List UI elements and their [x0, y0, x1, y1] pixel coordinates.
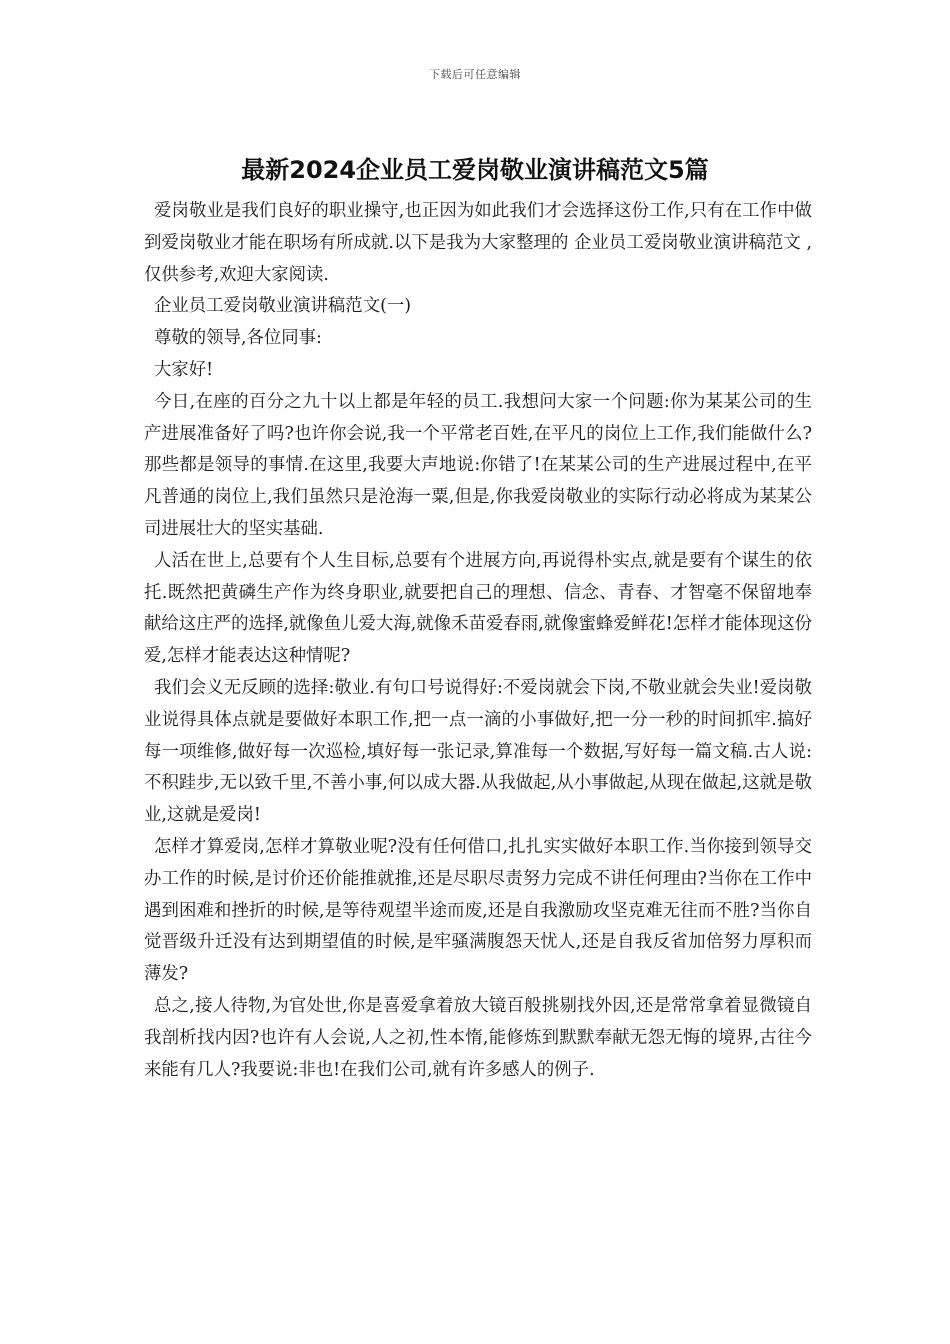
paragraph-body: 我们会义无反顾的选择:敬业.有句口号说得好:不爱岗就会下岗,不敬业就会失业!爱岗敬业说得具体点就是要做好本职工作,把一点一滴的小事做好,把一分一秒的时间抓牢.搞好每一项维修,做好每一次巡检,填好每一张记录,算准每一个数据,写好每一篇文稿.古人说:不积跬步,无以致千里,不善小事,何以成大器.从我做起,从小事做起,从现在做起,这就是敬业,这就是爱岗! — [144, 677, 812, 826]
paragraph-greeting: 大家好! — [154, 359, 214, 380]
page-header-note: 下载后可任意编辑 — [429, 68, 521, 81]
paragraph-section-heading: 企业员工爱岗敬业演讲稿范文(一) — [154, 296, 412, 317]
document-body — [144, 196, 812, 1086]
paragraph-intro: 爱岗敬业是我们良好的职业操守,也正因为如此我们才会选择这份工作,只有在工作中做到爱岗敬业才能在职场有所成就.以下是我为大家整理的 企业员工爱岗敬业演讲稿范文 ,仅供参考,欢迎大家阅读. — [144, 201, 812, 285]
paragraph-body: 总之,接人待物,为官处世,你是喜爱拿着放大镜百般挑剔找外因,还是常常拿着显微镜自我剖析找内因?也许有人会说,人之初,性本惰,能修炼到默默奉献无怨无悔的境界,古往今来能有几人?我要说:非也!在我们公司,就有许多感人的例子. — [144, 995, 812, 1080]
paragraph-salutation: 尊敬的领导,各位同事: — [154, 328, 322, 349]
document-title: 最新2024企业员工爱岗敬业演讲稿范文5篇 — [241, 156, 709, 184]
paragraph-body: 今日,在座的百分之九十以上都是年轻的员工.我想问大家一个问题:你为某某公司的生产进展准备好了吗?也许你会说,我一个平常老百姓,在平凡的岗位上工作,我们能做什么?那些都是领导的事情.在这里,我要大声地说:你错了!在某某公司的生产进展过程中,在平凡普通的岗位上,我们虽然只是沧海一粟,但是,你我爱岗敬业的实际行动必将成为某某公司进展壮大的坚实基础. — [144, 391, 812, 539]
paragraph-body: 人活在世上,总要有个人生目标,总要有个进展方向,再说得朴实点,就是要有个谋生的依托.既然把黄磷生产作为终身职业,就要把自己的理想、信念、青春、才智毫不保留地奉献给这庄严的选择,就像鱼儿爱大海,就像禾苗爱春雨,就像蜜蜂爱鲜花!怎样才能体现这份爱,怎样才能表达这种情呢? — [144, 550, 812, 667]
paragraph-body: 怎样才算爱岗,怎样才算敬业呢?没有任何借口,扎扎实实做好本职工作.当你接到领导交办工作的时候,是讨价还价能推就推,还是尽职尽责努力完成不讲任何理由?当你在工作中遇到困难和挫折的时候,是等待观望半途而废,还是自我激励攻坚克难无往而不胜?当你自觉晋级升迁没有达到期望值的时候,是牢骚满腹怨天忧人,还是自我反省加倍努力厚积而薄发? — [144, 836, 812, 985]
